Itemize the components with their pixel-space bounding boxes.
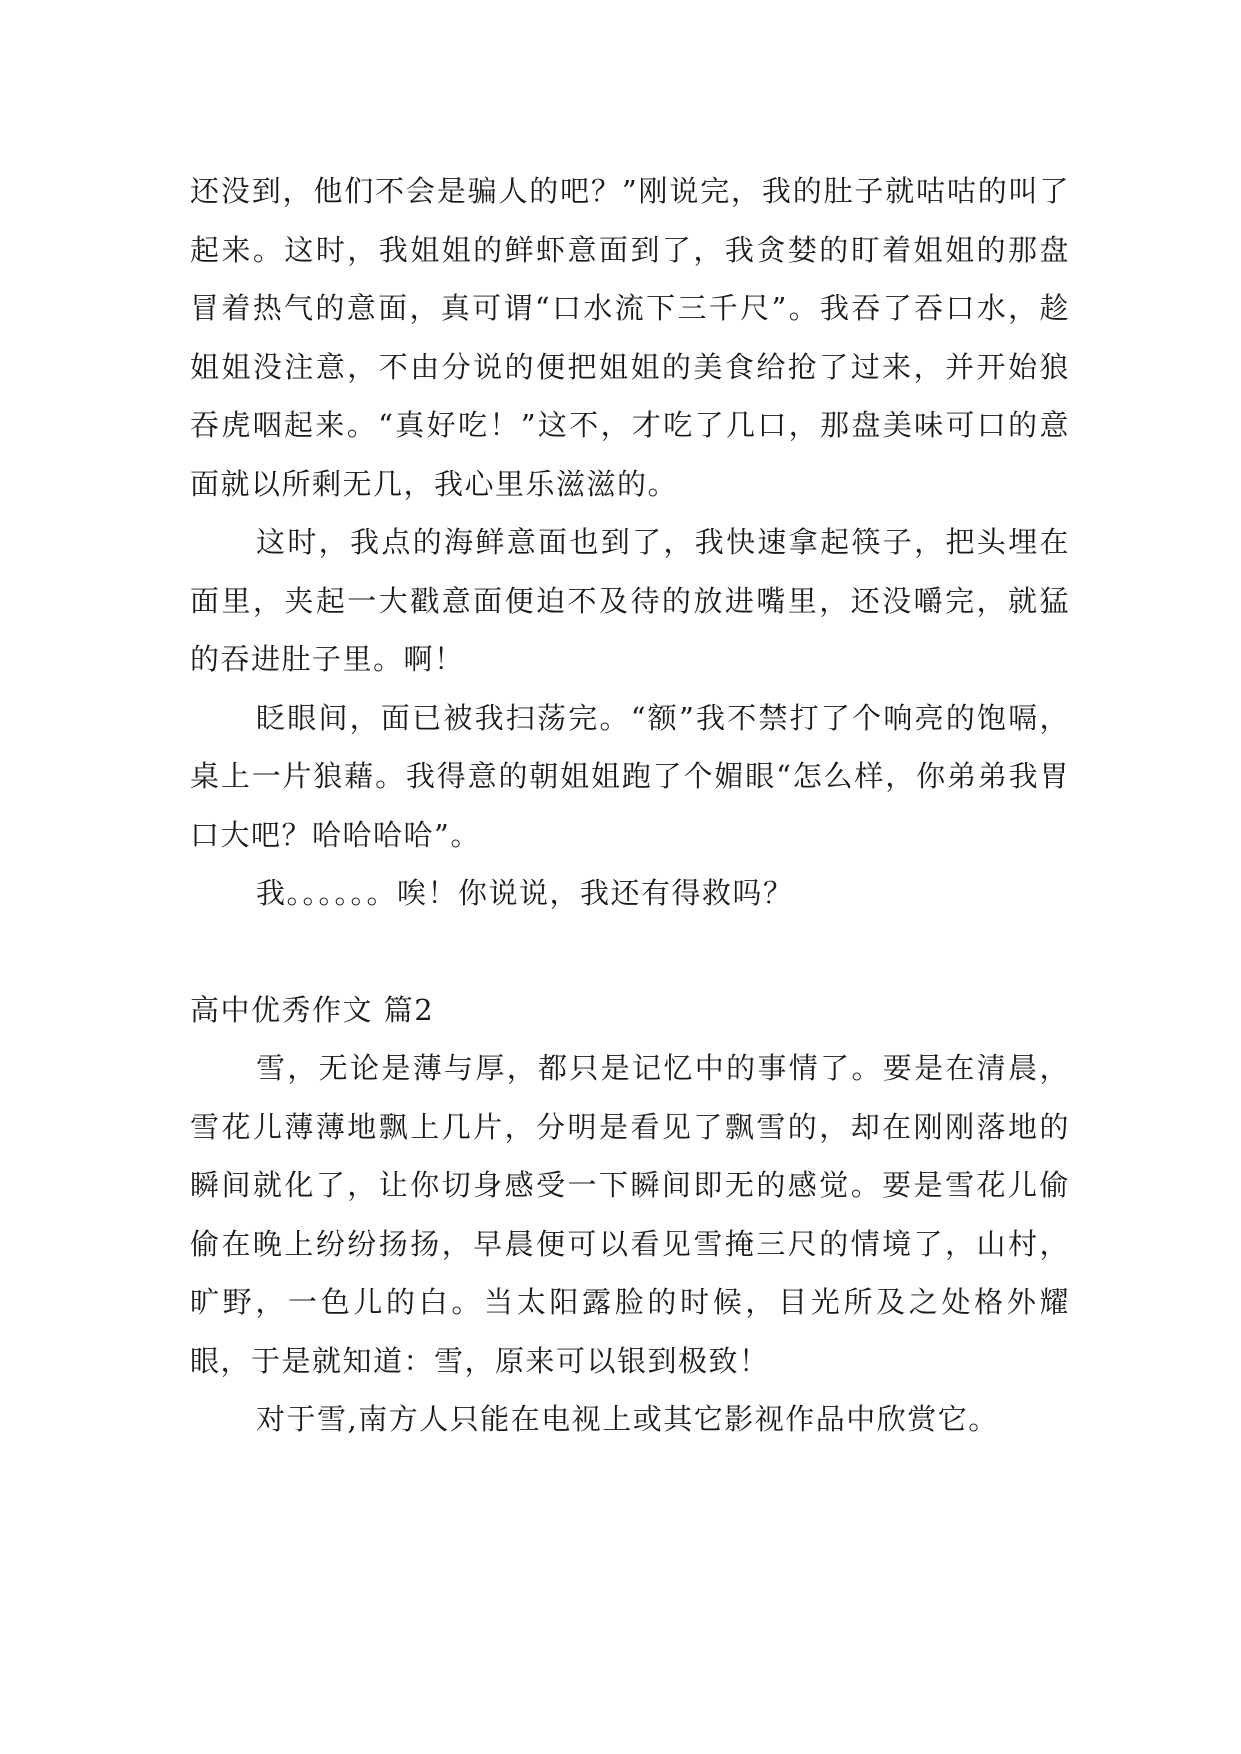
section-title: 高中优秀作文 篇2 [190, 992, 435, 1027]
paragraph-continuation: 还没到，他们不会是骗人的吧？”刚说完，我的肚子就咕咕的叫了起来。这时，我姐姐的鲜虾意面到了，我贪婪的盯着姐姐的那盘冒着热气的意面，真可谓“口水流下三千尺”。我吞了吞口水，趁姐姐没注意，不由分说的便把姐姐的美食给抢了过来，并开始狼吞虎咽起来。“真好吃！”这不，才吃了几口，那盘美味可口的意面就以所剩无几，我心里乐滋滋的。 [190, 174, 1070, 501]
section-gap [190, 923, 1070, 981]
paragraph-snow-memory: 雪，无论是薄与厚，都只是记忆中的事情了。要是在清晨，雪花儿薄薄地飘上几片，分明是看见了飘雪的，却在刚刚落地的瞬间就化了，让你切身感受一下瞬间即无的感觉。要是雪花儿偷偷在晚上纷纷扬扬，早晨便可以看见雪掩三尺的情境了，山村，旷野，一色儿的白。当太阳露脸的时候，目光所及之处格外耀眼，于是就知道：雪，原来可以银到极致！ [190, 1051, 1070, 1378]
paragraph-sigh: 我。。。。。。唉！你说说，我还有得救吗？ [256, 876, 794, 910]
paragraph-seafood-pasta: 这时，我点的海鲜意面也到了，我快速拿起筷子，把头埋在面里，夹起一大戳意面便迫不及待的放进嘴里，还没嚼完，就猛的吞进肚子里。啊！ [190, 525, 1070, 676]
paragraph-southerners-snow: 对于雪,南方人只能在电视上或其它影视作品中欣赏它。 [256, 1402, 999, 1436]
paragraph-finished-pasta: 眨眼间，面已被我扫荡完。“额”我不禁打了个响亮的饱嗝，桌上一片狼藉。我得意的朝姐姐跑了个媚眼“怎么样，你弟弟我胃口大吧？哈哈哈哈”。 [190, 700, 1070, 852]
document-body [190, 162, 1070, 1449]
